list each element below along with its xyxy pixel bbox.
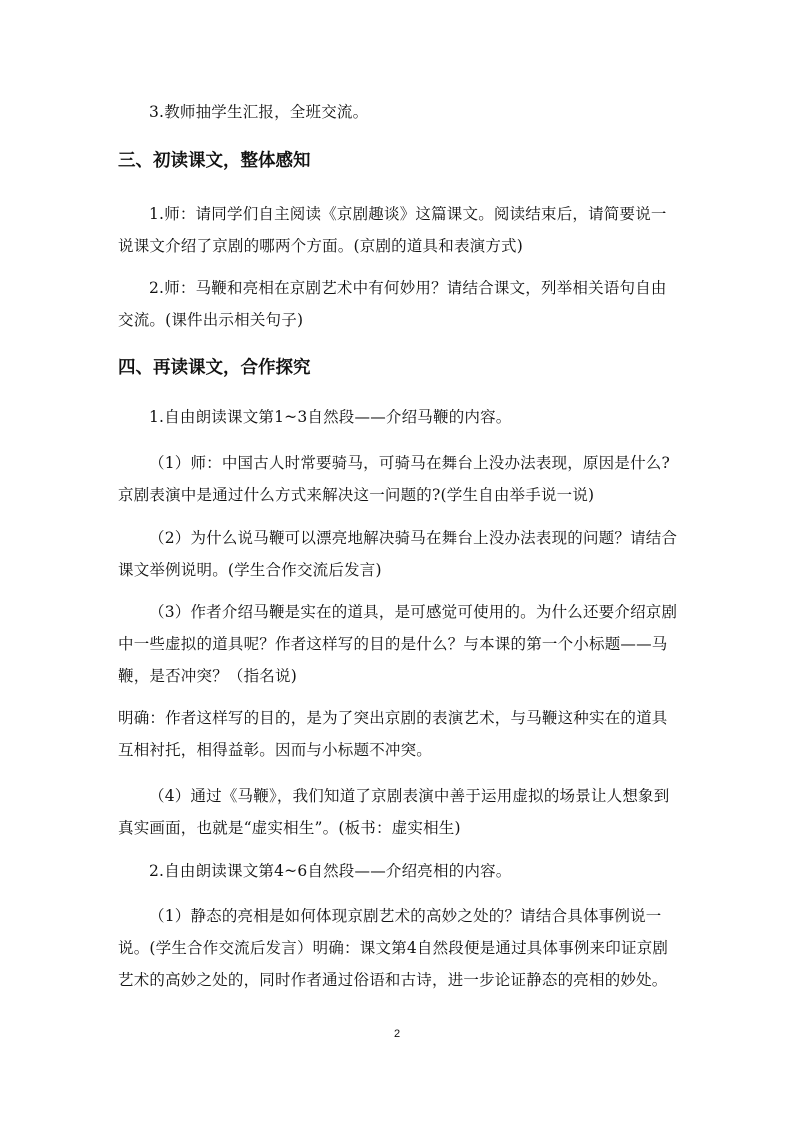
paragraph: 3.教师抽学生汇报，全班交流。 xyxy=(149,103,369,121)
paragraph: 明确：作者这样写的目的，是为了突出京剧的表演艺术，与马鞭这种实在的道具互相衬托，相得益彰。因而与小标题不冲突。 xyxy=(118,709,668,759)
section-heading-4: 四、再读课文，合作探究 xyxy=(118,358,311,378)
page-number: 2 xyxy=(393,1028,401,1040)
paragraph: 2.师：马鞭和亮相在京剧艺术中有何妙用？请结合课文，列举相关语句自由交流。(课件出示相关句子) xyxy=(118,279,667,329)
paragraph: （4）通过《马鞭》，我们知道了京剧表演中善于运用虚拟的场景让人想象到真实画面，也就是“虚实相生”。(板书：虚实相生) xyxy=(118,787,670,837)
paragraph: （2）为什么说马鞭可以漂亮地解决骑马在舞台上没办法表现的问题？请结合课文举例说明。(学生合作交流后发言) xyxy=(118,529,678,579)
paragraph: 2.自由朗读课文第4~6自然段——介绍亮相的内容。 xyxy=(149,862,512,880)
paragraph: 1.自由朗读课文第1~3自然段——介绍马鞭的内容。 xyxy=(149,408,512,426)
paragraph: （3）作者介绍马鞭是实在的道具，是可感觉可使用的。为什么还要介绍京剧中一些虚拟的道具呢？作者这样写的目的是什么？与本课的第一个小标题——马鞭，是否冲突？（指名说) xyxy=(118,603,678,685)
paragraph: （1）师：中国古人时常要骑马，可骑马在舞台上没办法表现，原因是什么?京剧表演中是通过什么方式来解决这一问题的?(学生自由举手说一说) xyxy=(118,454,670,504)
paragraph: 1.师：请同学们自主阅读《京剧趣谈》这篇课文。阅读结束后，请简要说一说课文介绍了京剧的哪两个方面。(京剧的道具和表演方式) xyxy=(118,205,667,255)
paragraph: （1）静态的亮相是如何体现京剧艺术的高妙之处的？请结合具体事例说一说。(学生合作交流后发言）明确：课文第4自然段便是通过具体事例来印证京剧艺术的高妙之处的，同时作者通过俗语和古诗，进一步论证静态的亮相的妙处。 xyxy=(118,907,669,989)
section-heading-3: 三、初读课文，整体感知 xyxy=(118,151,311,171)
